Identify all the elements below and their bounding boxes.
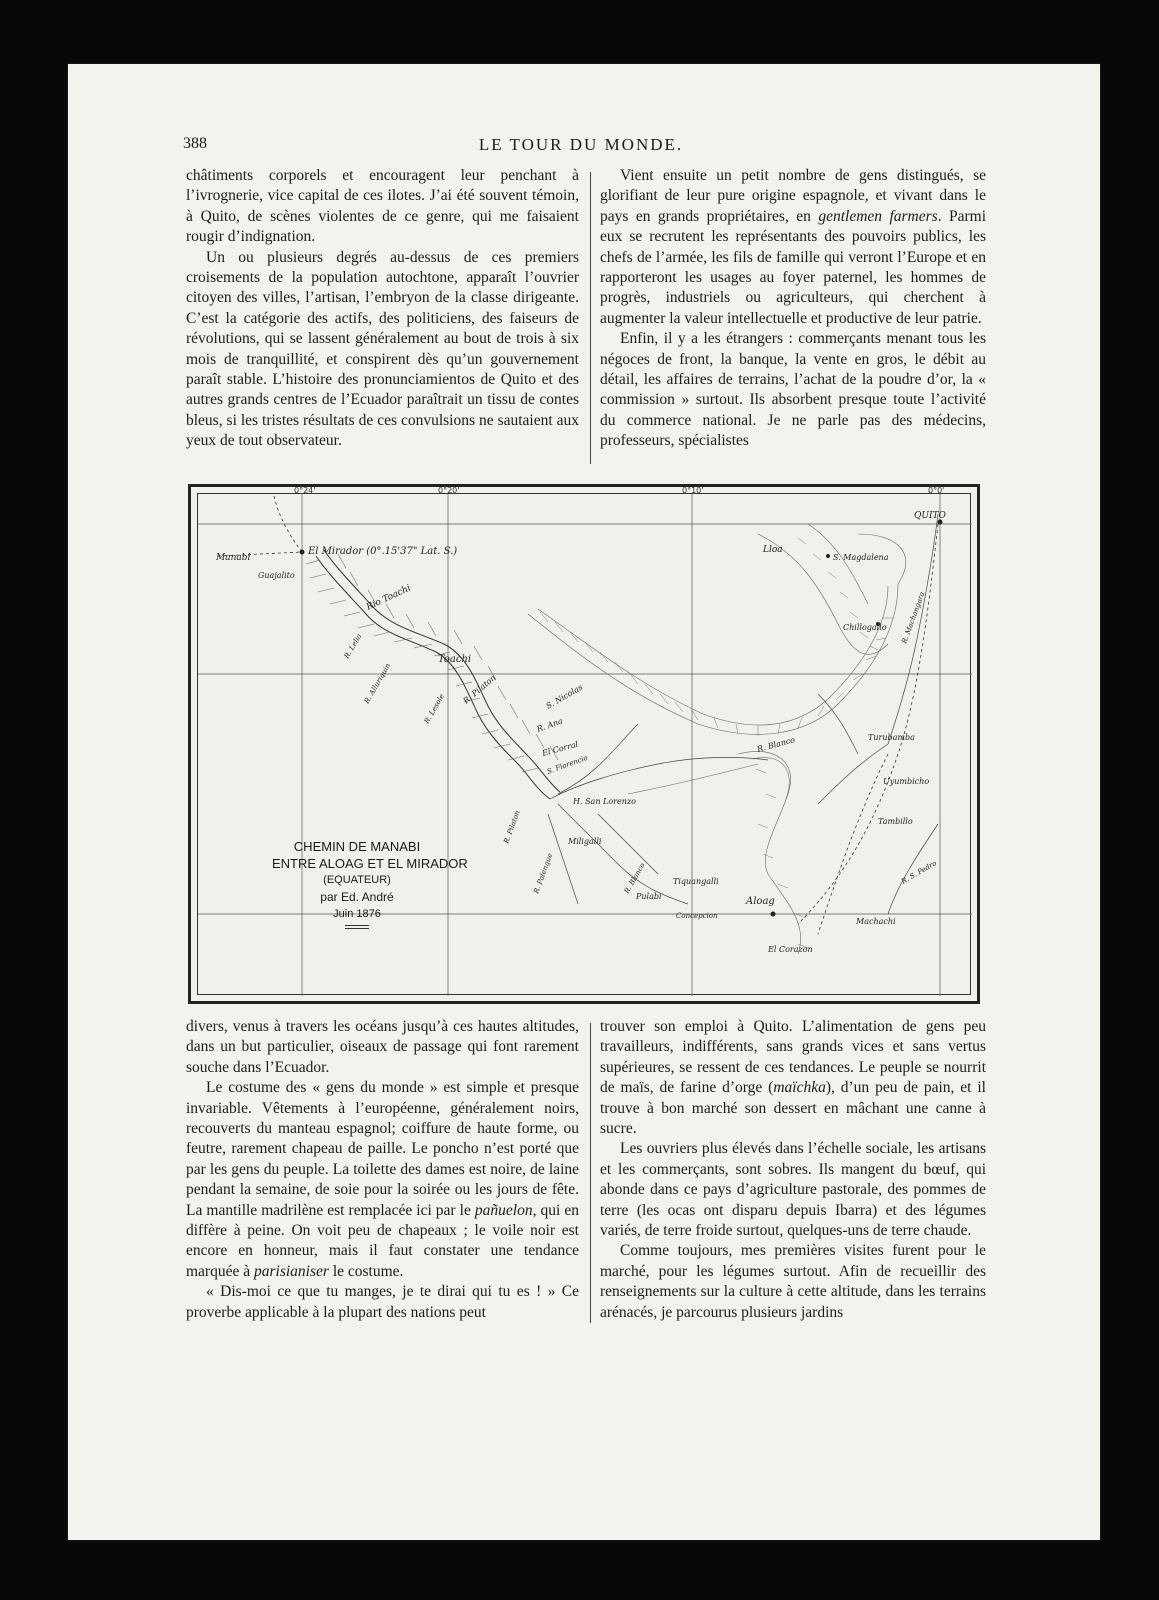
map-title-line: (EQUATEUR) bbox=[323, 874, 391, 886]
column-divider bbox=[590, 1023, 591, 1323]
emphasis: maïchka bbox=[773, 1079, 826, 1097]
page-number: 388 bbox=[183, 135, 207, 152]
label-r-palenque: R. Palenque bbox=[532, 852, 555, 895]
label-toachi: Toachi bbox=[438, 654, 472, 665]
paragraph: trouver son emploi à Quito. L’alimentation de gens peu travailleurs, indifférents, sans grands vices et sans vertus supérieures, se ressent de ces tendances. Le peuple se nourrit de maïs, de farine d’orge (maïchka), d’un peu de pain, et il trouve à bon marché son dessert en mâchant une canne à sucre. bbox=[600, 1018, 986, 1138]
label-turubamba: Turubamba bbox=[868, 733, 915, 742]
map-title-line: ENTRE ALOAG ET EL MIRADOR bbox=[272, 856, 468, 871]
label-chillogallo: Chillogallo bbox=[843, 623, 887, 632]
text-column-bottom-right bbox=[600, 1017, 986, 1323]
text-column-top-right bbox=[600, 166, 986, 452]
label-r-pilaton-2: R. Pilaton bbox=[502, 809, 522, 845]
paragraph: châtiments corporels et encouragent leur penchant à l’ivrognerie, vice capital de ces ilotes. J’ai été souvent témoin, à Quito, de scènes violentes de ce genre, qui me faisaient rougir d’indignation. bbox=[186, 167, 579, 246]
label-h-san-lorenzo: H. San Lorenzo bbox=[573, 797, 636, 806]
decorative-rule bbox=[345, 925, 369, 929]
label-r-machangara: R. Machangara bbox=[900, 590, 927, 645]
label-r-blanco-2: R. Blanco bbox=[622, 861, 647, 895]
running-title: LE TOUR DU MONDE. bbox=[478, 135, 684, 154]
label-miligalli: Miligalli bbox=[568, 837, 602, 846]
coord-top-2: 0°20' bbox=[438, 486, 460, 495]
label-lloa: Lloa bbox=[763, 545, 783, 555]
label-quito: QUITO bbox=[914, 511, 946, 521]
label-tambillo: Tambillo bbox=[878, 817, 913, 826]
label-r-ana: R. Ana bbox=[535, 716, 564, 734]
label-guajalito: Guajalito bbox=[258, 571, 295, 580]
map-title-line: par Ed. André bbox=[320, 890, 394, 904]
map-title-line: Juin 1876 bbox=[333, 908, 381, 920]
label-aloag: Aloag bbox=[746, 896, 775, 907]
paragraph: Les ouvriers plus élevés dans l’échelle sociale, les artisans et les commerçants, sont sobres. Ils mangent du bœuf, qui abonde dans ce pays d’agriculture pastorale, des pommes de terre (les ocas ont disparu depuis Ibarra) et des légumes variés, de terre froide surtout, quelques-uns de terre chaude. bbox=[600, 1140, 986, 1240]
label-s-florencio: S. Florencio bbox=[545, 753, 589, 776]
paragraph: Le costume des « gens du monde » est simple et presque invariable. Vêtements à l’européenne, généralement noirs, recouverts du manteau espagnol; coiffure de haute forme, ou feutre, rarement chapeau de paille. Le poncho n’est porté que par les gens du peuple. La toilette des dames est noire, de laine pendant la semaine, de soie pour la soirée ou les jours de fête. La mantille madrilène est remplacée ici par le pañuelon, qui en diffère à peine. On voit peu de chapeaux ; le voile noir est encore en honneur, mais il faut constater une tendance marquée à parisianiser le costume. bbox=[186, 1079, 579, 1280]
label-r-alluriquin: R. Alluriquin bbox=[362, 661, 393, 705]
coord-top-4: 0°0' bbox=[928, 486, 945, 495]
label-r-pilaton: R. Pilaton bbox=[461, 673, 498, 706]
river-valley bbox=[316, 550, 560, 799]
label-r-blanco: R. Blanco bbox=[756, 735, 796, 754]
label-s-magdalena: S. Magdalena bbox=[833, 553, 889, 562]
page-header bbox=[183, 135, 979, 161]
label-r-lesole: R. Lesole bbox=[422, 692, 447, 725]
paragraph: « Dis-moi ce que tu manges, je te dirai qui tu es ! » Ce proverbe applicable à la plupart des nations peut bbox=[186, 1283, 579, 1321]
text-column-bottom-left bbox=[186, 1017, 579, 1323]
map-title-line: CHEMIN DE MANABI bbox=[293, 839, 421, 854]
emphasis: pañuelon bbox=[474, 1201, 533, 1219]
label-manabi: Manabi bbox=[216, 553, 251, 563]
mountain-ridges bbox=[528, 524, 906, 954]
map-inner-border bbox=[197, 486, 971, 995]
map-figure bbox=[188, 484, 980, 1004]
paragraph: Un ou plusieurs degrés au-dessus de ces premiers croisements de la population autochtone, apparaît l’ouvrier citoyen des villes, l’artisan, l’embryon de la classe dirigeante. C’est la catégorie des actifs, des politiciens, des faiseurs de révolutions, qui se lassent généralement au bout de trois à six mois de tranquillité, et conspirent dès qu’un gouvernement paraît stable. L’histoire des pronunciamientos de Quito et des autres grands centres de l’Ecuador paraîtrait un tissu de contes bleus, si les tristes résultats de ces convulsions ne sautaient aux yeux de tout observateur. bbox=[186, 248, 579, 450]
label-concepcion: Concepcion bbox=[676, 912, 718, 920]
map-title-block bbox=[272, 838, 468, 929]
label-el-mirador: El Mirador (0°.15'37" Lat. S.) bbox=[308, 546, 458, 557]
emphasis: parisianiser bbox=[254, 1262, 329, 1280]
paragraph: divers, venus à travers les océans jusqu’à ces hautes altitudes, dans un but particulier, oiseaux de passage qui font rarement souche dans l’Ecuador. bbox=[186, 1018, 579, 1076]
paragraph: Comme toujours, mes premières visites furent pour le marché, pour les légumes surtout. Afin de recueillir des renseignements sur la culture à cette altitude, dans les terrains arénacés, je parcourus plusieurs jardins bbox=[600, 1242, 986, 1321]
label-machachi: Machachi bbox=[856, 917, 896, 926]
column-divider bbox=[590, 172, 591, 464]
coord-top-1: 0°24' bbox=[294, 486, 316, 495]
label-s-nicolas: S. Nicolas bbox=[544, 682, 585, 711]
valley-hatching bbox=[306, 554, 558, 772]
paragraph: Enfin, il y a les étrangers : commerçants menant tous les négoces de front, la banque, la vente en gros, le débit au détail, les affaires de terrains, l’achat de la poudre d’or, la « commission » surtout. Ils absorbent presque toute l’activité du commerce national. Je ne parle pas des médecins, professeurs, spécialistes bbox=[600, 330, 986, 450]
terrain-hatching bbox=[540, 538, 893, 948]
label-r-lelia: R. Lelia bbox=[342, 632, 364, 660]
label-el-corral: El Corral bbox=[541, 739, 580, 758]
label-r-s-pedro: R. S. Pedro bbox=[900, 859, 939, 886]
rivers bbox=[545, 514, 938, 914]
label-tiquangalli: Tiquangalli bbox=[673, 877, 719, 886]
emphasis: gentlemen farmers bbox=[818, 207, 938, 225]
label-pulabi: Pulabi bbox=[636, 892, 662, 901]
label-rio-toachi: Rio Toachi bbox=[365, 583, 413, 613]
label-uyumbicho: Uyumbicho bbox=[883, 777, 930, 786]
label-el-corazon: El Corazon bbox=[768, 945, 813, 954]
text-column-top-left bbox=[186, 166, 579, 452]
paragraph: Vient ensuite un petit nombre de gens distingués, se glorifiant de leur pure origine espagnole, et vivant dans le pays en grands propriétaires, en gentlemen farmers. Parmi eux se recrutent les représentants des pouvoirs publics, les chefs de l’armée, les fils de famille qui verront l’Europe et en rapporteront les usages au foyer paternel, les hommes de progrès, industriels ou agriculteurs, qui cherchent à augmenter la valeur intellectuelle et productive de leur patrie. bbox=[600, 167, 987, 327]
coord-top-3: 0°10' bbox=[682, 486, 704, 495]
